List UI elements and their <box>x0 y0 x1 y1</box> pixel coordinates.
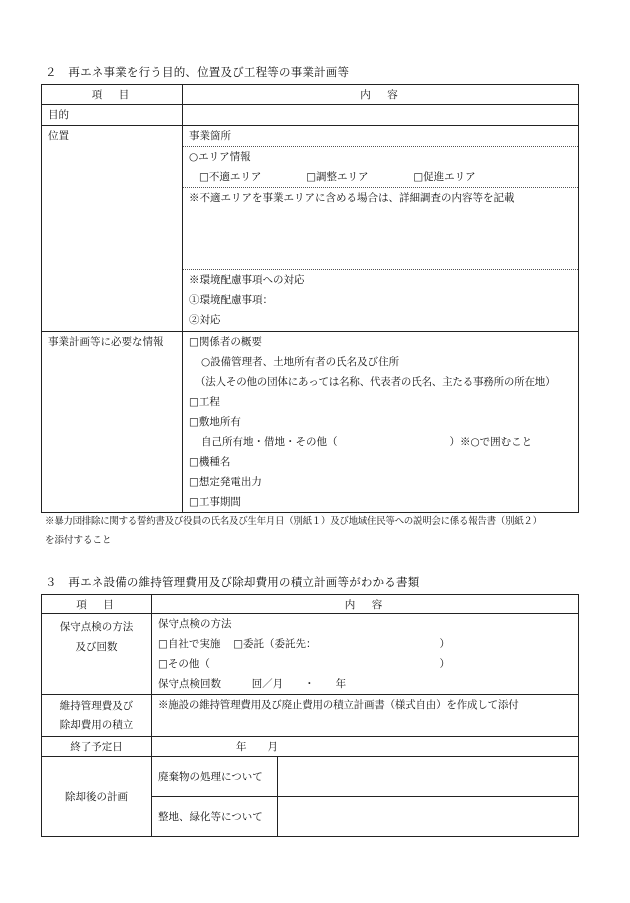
inspection-method-label: 保守点検の方法 <box>158 618 232 630</box>
land-checkbox[interactable]: □敷地所有 <box>189 416 241 428</box>
footnote-line-1: ※暴力団排除に関する誓約書及び役員の氏名及び生年月日（別紙１）及び地域住民等への説明会に係る報告書（別紙２） <box>45 516 542 527</box>
inspection-count-row <box>152 674 578 694</box>
location-content <box>183 126 579 332</box>
after-landscape-field[interactable] <box>278 797 579 837</box>
land-detail-options[interactable]: 自己所有地・借地・その他（ <box>201 436 338 448</box>
inspection-close-paren-2: ） <box>439 658 450 670</box>
inspection-other <box>152 654 578 674</box>
area-option-adjustment[interactable]: □調整エリア <box>306 171 369 183</box>
env-response-label: ※環境配慮事項への対応 <box>189 274 305 286</box>
section-3-table <box>41 594 579 837</box>
inspection-count-unit[interactable]: 回／月 ・ 年 <box>251 678 347 690</box>
business-site-label: 事業箇所 <box>183 126 578 147</box>
header-content: 内 容 <box>183 85 579 105</box>
inspection-self-outsource <box>152 634 578 654</box>
row-label-inspection-line-2: 及び回数 <box>75 641 118 653</box>
inspection-content <box>152 614 579 695</box>
parties-detail: ○設備管理者、土地所有者の氏名及び住所 <box>201 356 400 368</box>
row-label-end-date: 終了予定日 <box>42 737 152 757</box>
after-waste-label: 廃棄物の処理について <box>152 757 278 797</box>
row-label-after-plan: 除却後の計画 <box>42 757 152 837</box>
row-label-purpose: 目的 <box>42 105 183 126</box>
cost-note: ※施設の維持管理費用及び廃止費用の積立計画書（様式自由）を作成して添付 <box>152 695 579 737</box>
end-date-value[interactable]: 年 月 <box>152 737 579 757</box>
row-label-cost-line-2: 除却費用の積立 <box>59 719 134 731</box>
process-checkbox[interactable]: □工程 <box>189 396 220 408</box>
row-label-required-info: 事業計画等に必要な情報 <box>42 332 183 513</box>
s3-header-item: 項 目 <box>42 595 152 614</box>
area-info-label: ○エリア情報 <box>189 151 251 163</box>
inspection-other-checkbox[interactable]: □その他（ <box>158 658 210 670</box>
header-item: 項 目 <box>42 85 183 105</box>
area-option-promotion[interactable]: □促進エリア <box>413 171 476 183</box>
row-label-location: 位置 <box>42 126 183 332</box>
model-checkbox[interactable]: □機種名 <box>189 456 231 468</box>
after-landscape-label: 整地、緑化等について <box>152 797 278 837</box>
row-label-inspection-line-1: 保守点検の方法 <box>59 621 134 633</box>
row-label-cost-line-1: 維持管理費及び <box>59 700 134 712</box>
area-options <box>183 167 578 188</box>
parties-checkbox[interactable]: □関係者の概要 <box>189 336 262 348</box>
inspection-self-checkbox[interactable]: □自社で実施 <box>158 638 221 650</box>
output-checkbox[interactable]: □想定発電出力 <box>189 476 262 488</box>
area-note-block[interactable] <box>183 188 578 270</box>
required-info-content <box>183 332 579 513</box>
area-note: ※不適エリアを事業エリアに含める場合は、詳細調査の内容等を記載 <box>189 192 515 204</box>
purpose-field[interactable] <box>183 105 579 126</box>
after-waste-field[interactable] <box>278 757 579 797</box>
response-label: ②対応 <box>189 314 221 326</box>
parties-note: （法人その他の団体にあっては名称、代表者の氏名、主たる事務所の所在地） <box>195 376 556 388</box>
inspection-close-paren-1: ） <box>439 638 450 650</box>
section-2-title: ２ 再エネ事業を行う目的、位置及び工程等の事業計画等 <box>45 65 350 79</box>
land-detail-end: ）※○で囲むこと <box>449 436 533 448</box>
section-3-title: ３ 再エネ設備の維持管理費用及び除却費用の積立計画等がわかる書類 <box>45 575 420 589</box>
s3-header-content: 内 容 <box>152 595 579 614</box>
land-detail <box>183 432 578 452</box>
section-2-table <box>41 84 579 513</box>
row-label-cost <box>42 695 152 737</box>
row-label-inspection <box>42 614 152 695</box>
period-checkbox[interactable]: □工事期間 <box>189 496 241 508</box>
inspection-outsource-checkbox[interactable]: □委託（委託先： <box>233 638 317 650</box>
inspection-count-label: 保守点検回数 <box>158 678 221 690</box>
footnote-line-2: を添付すること <box>45 535 112 546</box>
area-option-unsuitable[interactable]: □不適エリア <box>199 171 262 183</box>
env-items-label: ①環境配慮事項： <box>189 294 273 306</box>
